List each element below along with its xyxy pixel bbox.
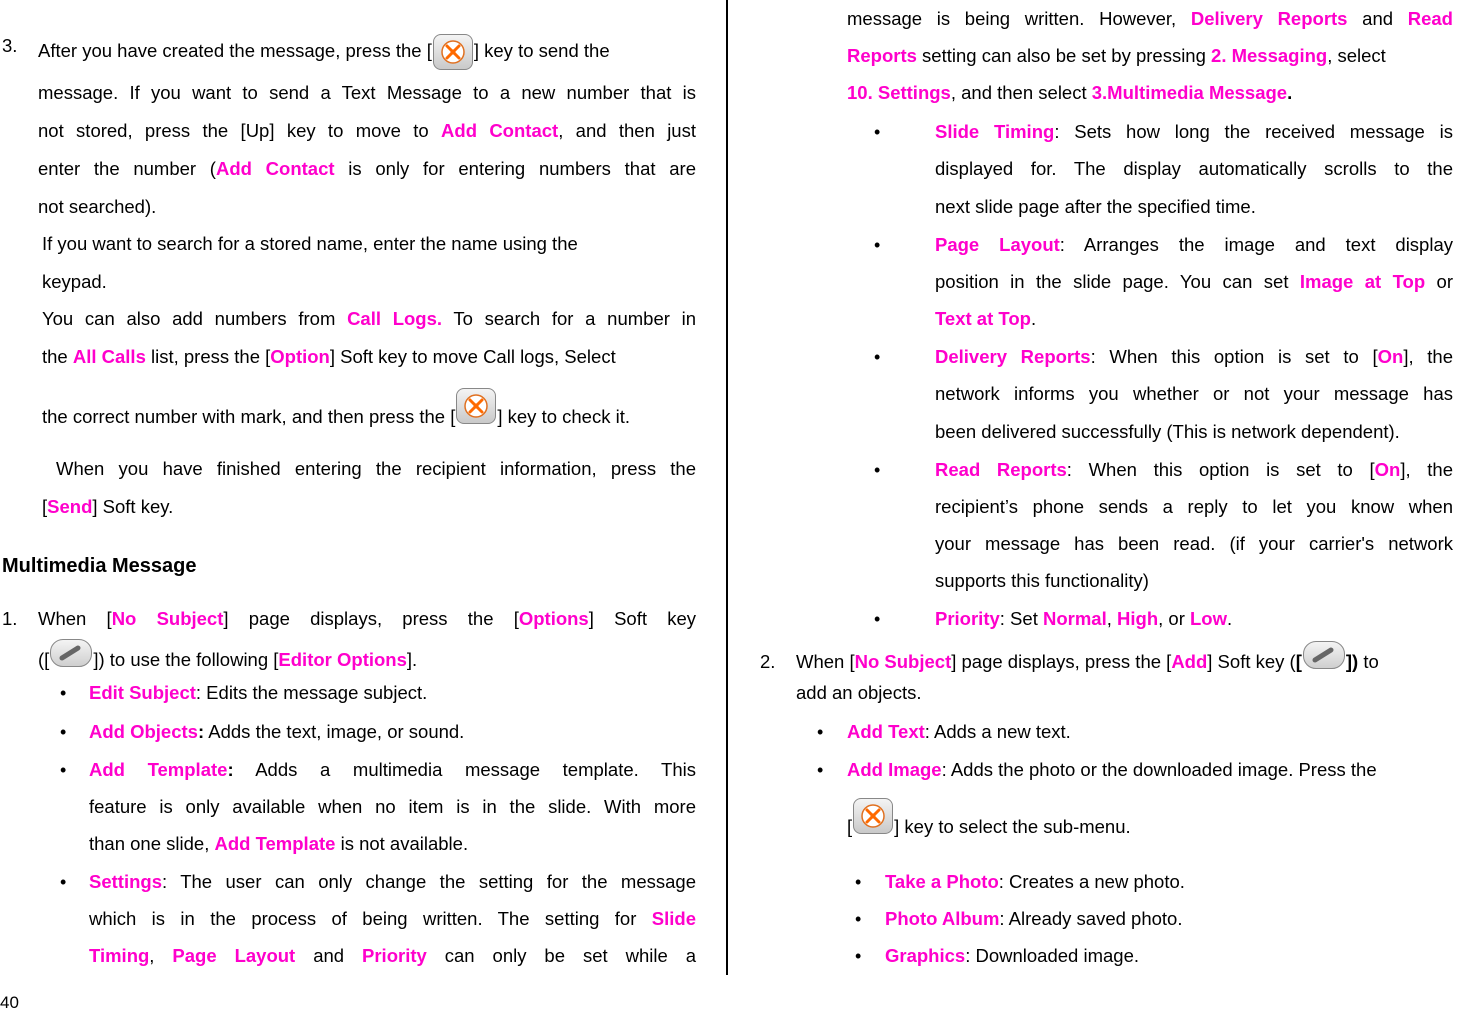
- step-3-line-3: not stored, press the [Up] key to move to Add Contact, and then just: [38, 120, 696, 141]
- setting-slide-timing-line-2: displayed for. The display automatically scrolls to the: [935, 158, 1453, 179]
- photo-album-item: Photo Album: Already saved photo.: [885, 908, 1183, 929]
- setting-read-reports-line-2: recipient’s phone sends a reply to let you know when: [935, 496, 1453, 517]
- bullet-icon: •: [817, 760, 824, 780]
- bullet-add-template-line-3: than one slide, Add Template is not available.: [89, 833, 469, 854]
- setting-slide-timing: Slide Timing: Sets how long the received message is: [935, 121, 1453, 142]
- step-1-line-2: ([ ]) to use the following [Editor Options].: [38, 648, 417, 672]
- bullet-add-template: Add Template: Adds a multimedia message template. This: [89, 759, 697, 780]
- setting-delivery-reports-line-3: been delivered successfully (This is network dependent).: [935, 421, 1400, 442]
- setting-priority: Priority: Set Normal, High, or Low.: [935, 608, 1233, 629]
- column-divider: [726, 0, 728, 975]
- bullet-icon: •: [60, 760, 67, 780]
- step-3-line-1: After you have created the message, press the [ ] key to send the: [38, 34, 610, 70]
- step-2-line-1: When [No Subject] page displays, press the [Add] Soft key ([ ]) to: [796, 650, 1379, 674]
- ok-key-icon: [433, 34, 473, 70]
- soft-key-icon: [1303, 641, 1345, 669]
- setting-delivery-reports: Delivery Reports: When this option is set to [On], the: [935, 346, 1453, 367]
- add-text-item: Add Text: Adds a new text.: [847, 721, 1071, 742]
- setting-read-reports-line-3: your message has been read. (if your carrier's network: [935, 533, 1453, 554]
- ok-key-icon: [456, 388, 496, 424]
- bullet-add-objects: Add Objects: Adds the text, image, or sound.: [89, 721, 465, 742]
- step-3-line-4: enter the number (Add Contact is only for entering numbers that are: [38, 158, 696, 179]
- bullet-add-template-line-2: feature is only available when no item is in the slide. With more: [89, 796, 696, 817]
- step-3-line-11: When you have finished entering the recipient information, press the: [56, 458, 696, 479]
- bullet-icon: •: [855, 946, 862, 966]
- bullet-settings-line-3: Timing, Page Layout and Priority can only be set while a: [89, 945, 697, 966]
- bullet-settings: Settings: The user can only change the setting for the message: [89, 871, 696, 892]
- continued-line-3: 10. Settings, and then select 3.Multimedia Message.: [847, 82, 1293, 103]
- list-number-2: 2.: [760, 651, 776, 672]
- bullet-icon: •: [855, 872, 862, 892]
- bullet-icon: •: [817, 722, 824, 742]
- page-number: 40: [0, 993, 19, 1012]
- setting-read-reports-line-4: supports this functionality): [935, 570, 1149, 591]
- step-3-line-2: message. If you want to send a Text Message to a new number that is: [38, 82, 696, 103]
- add-image-item: Add Image: Adds the photo or the downloaded image. Press the: [847, 759, 1377, 780]
- bullet-icon: •: [60, 872, 67, 892]
- bullet-icon: •: [874, 235, 881, 255]
- list-number-1: 1.: [2, 608, 18, 629]
- setting-slide-timing-line-3: next slide page after the specified time.: [935, 196, 1256, 217]
- graphics-item: Graphics: Downloaded image.: [885, 945, 1140, 966]
- step-3-line-10: the correct number with mark, and then press the [ ] key to check it.: [42, 405, 630, 429]
- step-3-line-9: the All Calls list, press the [Option] Soft key to move Call logs, Select: [42, 346, 616, 367]
- continued-line-2: Reports setting can also be set by pressing 2. Messaging, select: [847, 45, 1386, 66]
- setting-page-layout: Page Layout: Arranges the image and text display: [935, 234, 1453, 255]
- step-1-line-1: When [No Subject] page displays, press the [Options] Soft key: [38, 608, 697, 629]
- setting-page-layout-line-2: position in the slide page. You can set Image at Top or: [935, 271, 1453, 292]
- bullet-icon: •: [874, 609, 881, 629]
- bullet-edit-subject: Edit Subject: Edits the message subject.: [89, 682, 428, 703]
- bullet-icon: •: [60, 722, 67, 742]
- bullet-icon: •: [855, 909, 862, 929]
- bullet-icon: •: [874, 122, 881, 142]
- bullet-icon: •: [874, 347, 881, 367]
- step-3-line-5: not searched).: [38, 196, 157, 217]
- setting-page-layout-line-3: Text at Top.: [935, 308, 1037, 329]
- section-heading: Multimedia Message: [2, 555, 197, 577]
- setting-read-reports: Read Reports: When this option is set to [On], the: [935, 459, 1454, 480]
- step-2-line-2: add an objects.: [796, 682, 922, 703]
- add-image-line-2: [ ] key to select the sub-menu.: [847, 815, 1131, 839]
- step-3-line-6: If you want to search for a stored name, enter the name using the: [42, 233, 578, 254]
- soft-key-icon: [50, 639, 92, 667]
- ok-key-icon: [853, 798, 893, 834]
- bullet-icon: •: [874, 460, 881, 480]
- step-3-line-12: [Send] Soft key.: [42, 496, 174, 517]
- setting-delivery-reports-line-2: network informs you whether or not your message has: [935, 383, 1453, 404]
- bullet-icon: •: [60, 683, 67, 703]
- continued-line-1: message is being written. However, Delivery Reports and Read: [847, 8, 1453, 29]
- list-number-3: 3.: [2, 35, 18, 56]
- take-photo-item: Take a Photo: Creates a new photo.: [885, 871, 1185, 892]
- step-3-line-8: You can also add numbers from Call Logs. To search for a number in: [42, 308, 696, 329]
- step-3-line-7: keypad.: [42, 271, 107, 292]
- bullet-settings-line-2: which is in the process of being written. The setting for Slide: [89, 908, 696, 929]
